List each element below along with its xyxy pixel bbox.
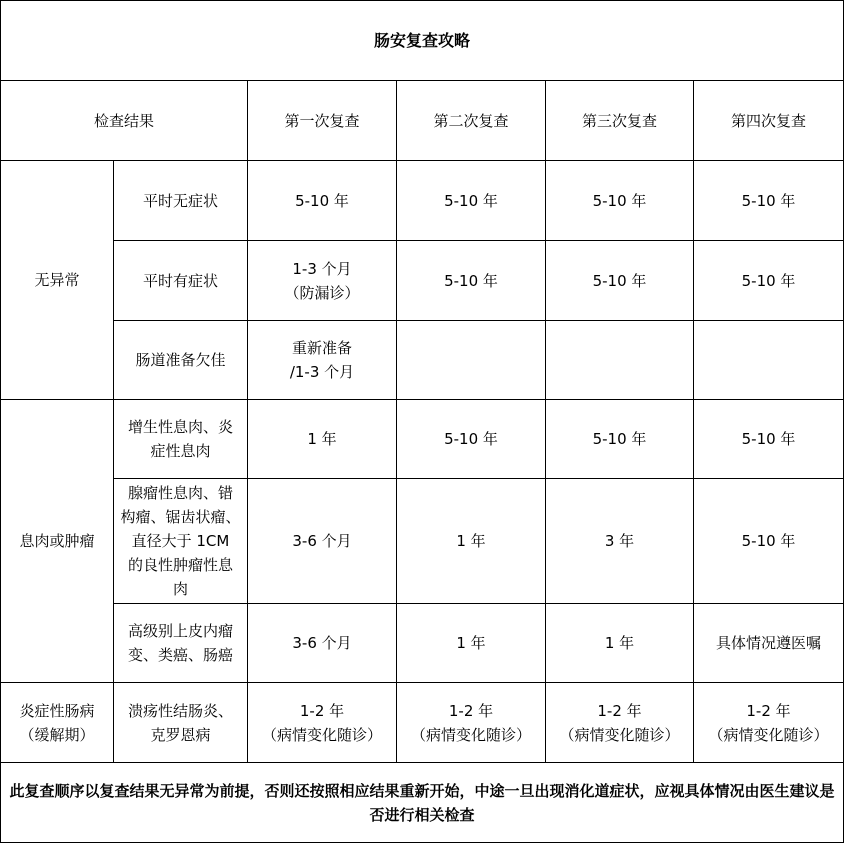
cell-text-line: （缓解期） bbox=[19, 725, 95, 744]
value-cell: 3 年 bbox=[546, 479, 694, 604]
value-cell: 5-10 年 bbox=[546, 161, 694, 241]
footer-note: 此复查顺序以复查结果无异常为前提，否则还按照相应结果重新开始，中途一旦出现消化道症状，应视具体情况由医生建议是否进行相关检查 bbox=[1, 763, 844, 843]
value-cell: 1 年 bbox=[397, 604, 546, 683]
table-title: 肠安复查攻略 bbox=[1, 1, 844, 81]
value-cell: 5-10 年 bbox=[397, 400, 546, 479]
cell-text-line: /1-3 个月 bbox=[289, 363, 355, 381]
header-result: 检查结果 bbox=[1, 81, 248, 161]
value-cell: 具体情况遵医嘱 bbox=[694, 604, 844, 683]
cell-text-line: 1-2 年 bbox=[299, 701, 345, 720]
value-cell: 1 年 bbox=[546, 604, 694, 683]
value-cell: 5-10 年 bbox=[397, 161, 546, 241]
value-cell: 1 年 bbox=[397, 479, 546, 604]
cell-text-line: 肉 bbox=[172, 580, 188, 598]
cell-text-line: （病情变化随诊） bbox=[708, 725, 829, 744]
header-visit-4: 第四次复查 bbox=[694, 81, 844, 161]
value-cell: 3-6 个月 bbox=[248, 604, 397, 683]
group-label-normal: 无异常 bbox=[1, 161, 114, 400]
cell-text-line: 症性息肉 bbox=[150, 442, 211, 460]
group-label-polyp-tumor: 息肉或肿瘤 bbox=[1, 400, 114, 683]
condition-cell bbox=[114, 604, 248, 683]
footer-row bbox=[1, 763, 844, 843]
header-visit-3: 第三次复查 bbox=[546, 81, 694, 161]
value-cell: 5-10 年 bbox=[694, 241, 844, 321]
cell-text-line: 变、类癌、肠癌 bbox=[127, 646, 233, 664]
cell-text-line: 1-2 年 bbox=[746, 701, 791, 720]
condition-cell: 肠道准备欠佳 bbox=[114, 321, 248, 400]
value-cell bbox=[694, 321, 844, 400]
cell-text-line: 炎症性肠病 bbox=[19, 701, 95, 720]
cell-text-line: 溃疡性结肠炎、 bbox=[127, 701, 233, 720]
condition-cell: 平时有症状 bbox=[114, 241, 248, 321]
value-cell bbox=[248, 683, 397, 763]
table-row bbox=[1, 683, 844, 763]
table-row bbox=[1, 400, 844, 479]
cell-text-line: （病情变化随诊） bbox=[410, 725, 531, 744]
cell-text-line: 构瘤、锯齿状瘤、 bbox=[120, 508, 241, 526]
value-cell: 1 年 bbox=[248, 400, 397, 479]
condition-cell bbox=[114, 400, 248, 479]
cell-text-line: 1-2 年 bbox=[597, 701, 642, 720]
condition-cell bbox=[114, 683, 248, 763]
cell-text-line: 克罗恩病 bbox=[150, 725, 211, 744]
value-cell bbox=[546, 683, 694, 763]
value-cell bbox=[694, 683, 844, 763]
header-row bbox=[1, 81, 844, 161]
value-cell: 5-10 年 bbox=[397, 241, 546, 321]
table-row bbox=[1, 161, 844, 241]
value-cell bbox=[397, 321, 546, 400]
condition-cell: 平时无症状 bbox=[114, 161, 248, 241]
title-row bbox=[1, 1, 844, 81]
table-row bbox=[1, 604, 844, 683]
value-cell: 5-10 年 bbox=[694, 400, 844, 479]
condition-cell bbox=[114, 479, 248, 604]
table-row bbox=[1, 321, 844, 400]
table-row bbox=[1, 241, 844, 321]
header-visit-2: 第二次复查 bbox=[397, 81, 546, 161]
cell-text-line: 1-3 个月 bbox=[292, 259, 352, 278]
value-cell: 5-10 年 bbox=[694, 161, 844, 241]
cell-text-line: 增生性息肉、炎 bbox=[127, 418, 233, 436]
value-cell: 3-6 个月 bbox=[248, 479, 397, 604]
cell-text-line: 直径大于 1CM bbox=[131, 532, 230, 550]
value-cell: 5-10 年 bbox=[248, 161, 397, 241]
table-row bbox=[1, 479, 844, 604]
cell-text-line: （病情变化随诊） bbox=[559, 725, 680, 744]
group-label-ibd bbox=[1, 683, 114, 763]
cell-text-line: （防漏诊） bbox=[284, 283, 360, 302]
value-cell bbox=[546, 321, 694, 400]
value-cell bbox=[248, 241, 397, 321]
value-cell bbox=[248, 321, 397, 400]
cell-text-line: （病情变化随诊） bbox=[261, 725, 382, 744]
cell-text-line: 高级别上皮内瘤 bbox=[127, 622, 233, 640]
value-cell: 5-10 年 bbox=[546, 400, 694, 479]
value-cell bbox=[397, 683, 546, 763]
value-cell: 5-10 年 bbox=[694, 479, 844, 604]
value-cell: 5-10 年 bbox=[546, 241, 694, 321]
cell-text-line: 1-2 年 bbox=[448, 701, 494, 720]
cell-text-line: 重新准备 bbox=[291, 339, 352, 357]
header-visit-1: 第一次复查 bbox=[248, 81, 397, 161]
cell-text-line: 的良性肿瘤性息 bbox=[127, 556, 233, 574]
cell-text-line: 腺瘤性息肉、错 bbox=[127, 484, 233, 502]
